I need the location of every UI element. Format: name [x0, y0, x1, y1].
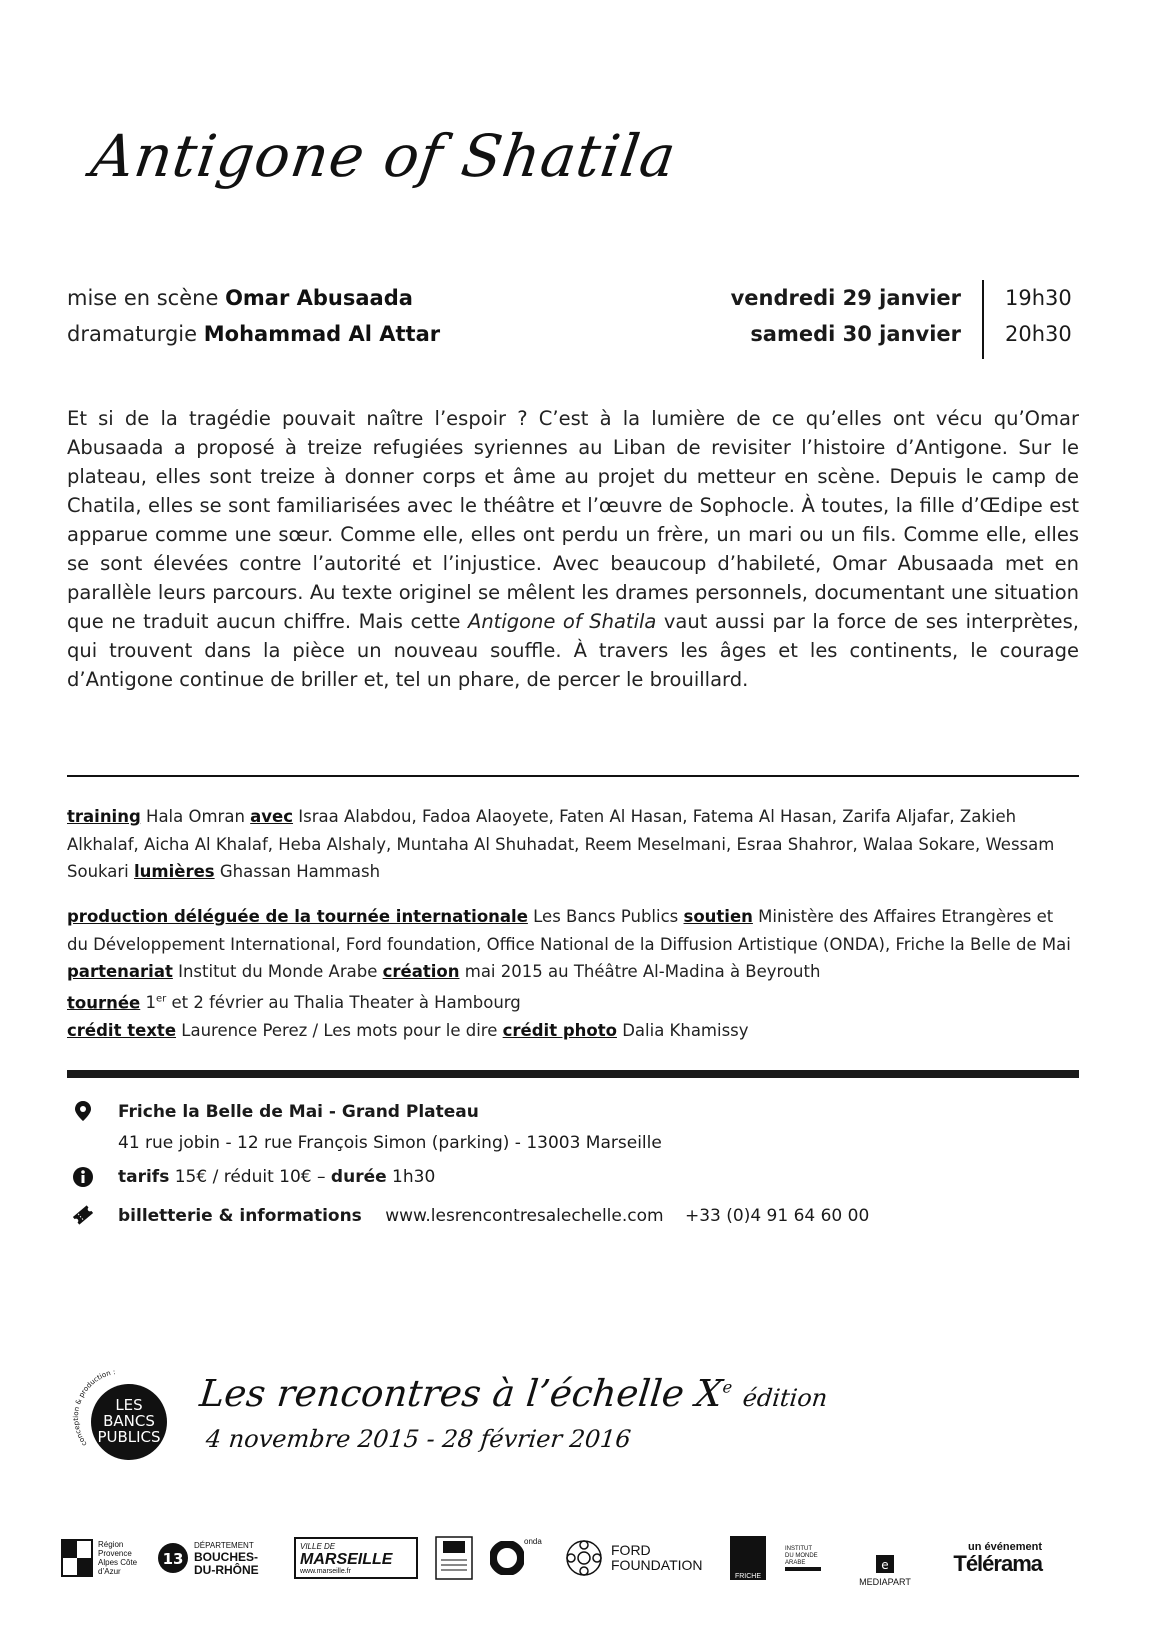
ville-main: MARSEILLE	[300, 1551, 393, 1568]
credit-value	[146, 993, 521, 1012]
region-logo	[60, 1528, 140, 1588]
performance-date: samedi 30 janvier	[750, 322, 961, 346]
marianne-emblem-icon	[435, 1536, 473, 1580]
pricing	[118, 1167, 435, 1187]
credit-value: mai 2015 au Théâtre Al-Madina à Beyrouth	[464, 962, 821, 981]
svg-text:e: e	[881, 1558, 889, 1572]
onda-text: onda	[524, 1537, 542, 1546]
phone-number: +33 (0)4 91 64 60 00	[684, 1206, 870, 1226]
edition-word: édition	[741, 1384, 829, 1412]
ford-foundation-logo	[565, 1528, 715, 1588]
ima-text: INSTITUT DU MONDE ARABE	[785, 1546, 821, 1571]
credit-label: lumières	[134, 862, 215, 881]
friche-logo	[730, 1528, 772, 1588]
synopsis-text: vaut aussi par la force de ses interprètes, qui trouvent dans la pièce un nouveau souffle. À travers les âges et les continents, le courage d’Antigone continue de briller et, tel un phare, de percer le brouillard.	[67, 610, 1079, 691]
ford-globe-icon	[565, 1539, 603, 1577]
logo-word: BANCS	[103, 1412, 155, 1430]
tournee-text: et 2 février au Thalia Theater à Hambourg	[171, 993, 521, 1012]
credit-name: Mohammad Al Attar	[203, 322, 441, 346]
credit-value: Ministère des Affaires Etrangères et du Développement International, Ford foundation, Office National de la Diffusion Artistique (ONDA), Friche la Belle de Mai	[67, 907, 1071, 954]
les-bancs-publics-logo	[67, 1362, 177, 1472]
credit-label: avec	[250, 807, 294, 826]
credit-label: tournée	[67, 993, 141, 1012]
departement-logo	[156, 1528, 281, 1588]
billetterie-label: billetterie & informations	[118, 1206, 362, 1226]
telerama-top: événement	[984, 1541, 1042, 1553]
separator: –	[317, 1167, 326, 1187]
region-crest-icon	[60, 1538, 94, 1578]
credit-label: crédit texte	[67, 1020, 177, 1040]
sponsor-logos	[60, 1528, 1090, 1592]
synopsis-title-ref: Antigone of Shatila	[467, 610, 657, 633]
ville-marseille-logo	[294, 1528, 420, 1588]
festival-name	[198, 1372, 830, 1415]
credit-value: Les Bancs Publics	[533, 907, 679, 926]
credit-value: Laurence Perez / Les mots pour le dire	[181, 1020, 498, 1040]
edition-sup: e	[721, 1377, 734, 1397]
onda-logo	[490, 1528, 550, 1588]
page-title: Antigone of Shatila	[87, 122, 681, 190]
telerama-logo	[932, 1528, 1042, 1588]
map-pin-icon	[72, 1100, 94, 1122]
ville-url: www.marseille.fr	[300, 1568, 351, 1575]
cast-credits	[67, 803, 1079, 886]
edition-numeral: X	[693, 1372, 725, 1415]
friche-text: FRICHE	[730, 1536, 766, 1580]
telerama-text: Télérama	[953, 1551, 1042, 1576]
prefecture-logo	[435, 1528, 475, 1588]
logo-caption: conception & production :	[72, 1367, 117, 1448]
synopsis	[67, 404, 1079, 694]
venue-name: Friche la Belle de Mai - Grand Plateau	[118, 1102, 479, 1122]
credit-value: Institut du Monde Arabe	[178, 962, 378, 981]
tarifs-label: tarifs	[118, 1167, 170, 1187]
credit-label: partenariat	[67, 962, 173, 981]
credit-label: crédit photo	[502, 1020, 617, 1040]
onda-circle-icon	[490, 1541, 524, 1575]
credit-value: Israa Alabdou, Fadoa Alaoyete, Faten Al Hasan, Fatema Al Hasan, Zarifa Aljafar, Zakieh Alkhalaf, Aicha Al Khalaf, Heba Alshaly, Muntaha Al Shuhadat, Reem Meselmani, Esraa Shahror, Walaa Sokare, Wessam Soukari	[67, 807, 1055, 881]
svg-text:13: 13	[162, 1550, 184, 1568]
credit-value: Ghassan Hammash	[219, 862, 381, 881]
performance-date: vendredi 29 janvier	[730, 286, 961, 310]
telerama-pre: un	[968, 1541, 982, 1553]
divider	[67, 775, 1079, 777]
credit-role: mise en scène	[67, 286, 219, 310]
departement-icon	[156, 1541, 190, 1575]
duree-value: 1h30	[392, 1167, 436, 1187]
festival-dates: 4 novembre 2015 - 28 février 2016	[204, 1425, 633, 1453]
credit-label: training	[67, 807, 141, 826]
mediapart-text: MEDIAPART	[859, 1577, 911, 1587]
region-text: Région Provence Alpes Côte d’Azur	[98, 1540, 138, 1576]
ville-top: VILLE DE	[300, 1542, 336, 1551]
synopsis-text: Et si de la tragédie pouvait naître l’espoir ? C’est à la lumière de ce qu’elles ont vécu qu’Omar Abusaada a proposé à treize refugiées syriennes au Liban de revisiter l’histoire d’Antigone. Sur le plateau, elles sont treize à donner corps et âme au projet du metteur en scène. Depuis le camp de Chatila, elles se sont familiarisées avec le théâtre et l’œuvre de Sophocle. À toutes, la fille d’Œdipe est apparue comme une sœur. Comme elle, elles ont perdu un frère, un mari ou un fils. Comme elle, elles se sont élevées contre l’autorité et l’injustice. Avec beaucoup d’habileté, Omar Abusaada met en parallèle leurs parcours. Au texte originel se mêlent les drames personnels, documentant une situation que ne traduit aucun chiffre. Mais cette	[67, 407, 1079, 633]
production-credits	[67, 903, 1079, 1044]
credit-role: dramaturgie	[67, 322, 198, 346]
departement-top: DÉPARTEMENT	[194, 1540, 254, 1550]
thick-divider	[67, 1070, 1079, 1078]
ticket-icon	[72, 1204, 94, 1226]
credit-label: soutien	[683, 907, 753, 926]
ford-text: FORD FOUNDATION	[611, 1542, 703, 1573]
mediapart-icon	[872, 1551, 898, 1577]
performance-time: 20h30	[1005, 322, 1072, 346]
website-link[interactable]: www.lesrencontresalechelle.com	[385, 1206, 664, 1226]
tournee-sup: er	[156, 993, 167, 1005]
logo-word: LES	[115, 1396, 143, 1414]
ticketing	[118, 1206, 869, 1226]
credit-name: Omar Abusaada	[225, 286, 413, 310]
credit-label: création	[382, 962, 460, 981]
venue-address: 41 rue jobin - 12 rue François Simon (parking) - 13003 Marseille	[118, 1133, 662, 1153]
logo-word: PUBLICS	[97, 1428, 161, 1446]
departement-main: BOUCHES-DU-RHÔNE	[194, 1549, 259, 1577]
tournee-day: 1	[145, 993, 156, 1012]
info-icon	[72, 1166, 94, 1188]
performance-time: 19h30	[1005, 286, 1072, 310]
credit-value: Hala Omran	[146, 807, 245, 826]
date-divider	[982, 280, 984, 359]
credit-director	[67, 286, 413, 310]
mediapart-logo	[850, 1528, 920, 1588]
tarifs-value: 15€ / réduit 10€	[174, 1167, 312, 1187]
credit-label: production déléguée de la tournée internationale	[67, 907, 528, 926]
ima-logo	[785, 1528, 840, 1588]
festival-title: Les rencontres à l’échelle	[197, 1372, 687, 1415]
duree-label: durée	[330, 1167, 387, 1187]
credit-dramaturgy	[67, 322, 440, 346]
credit-value: Dalia Khamissy	[622, 1020, 749, 1040]
